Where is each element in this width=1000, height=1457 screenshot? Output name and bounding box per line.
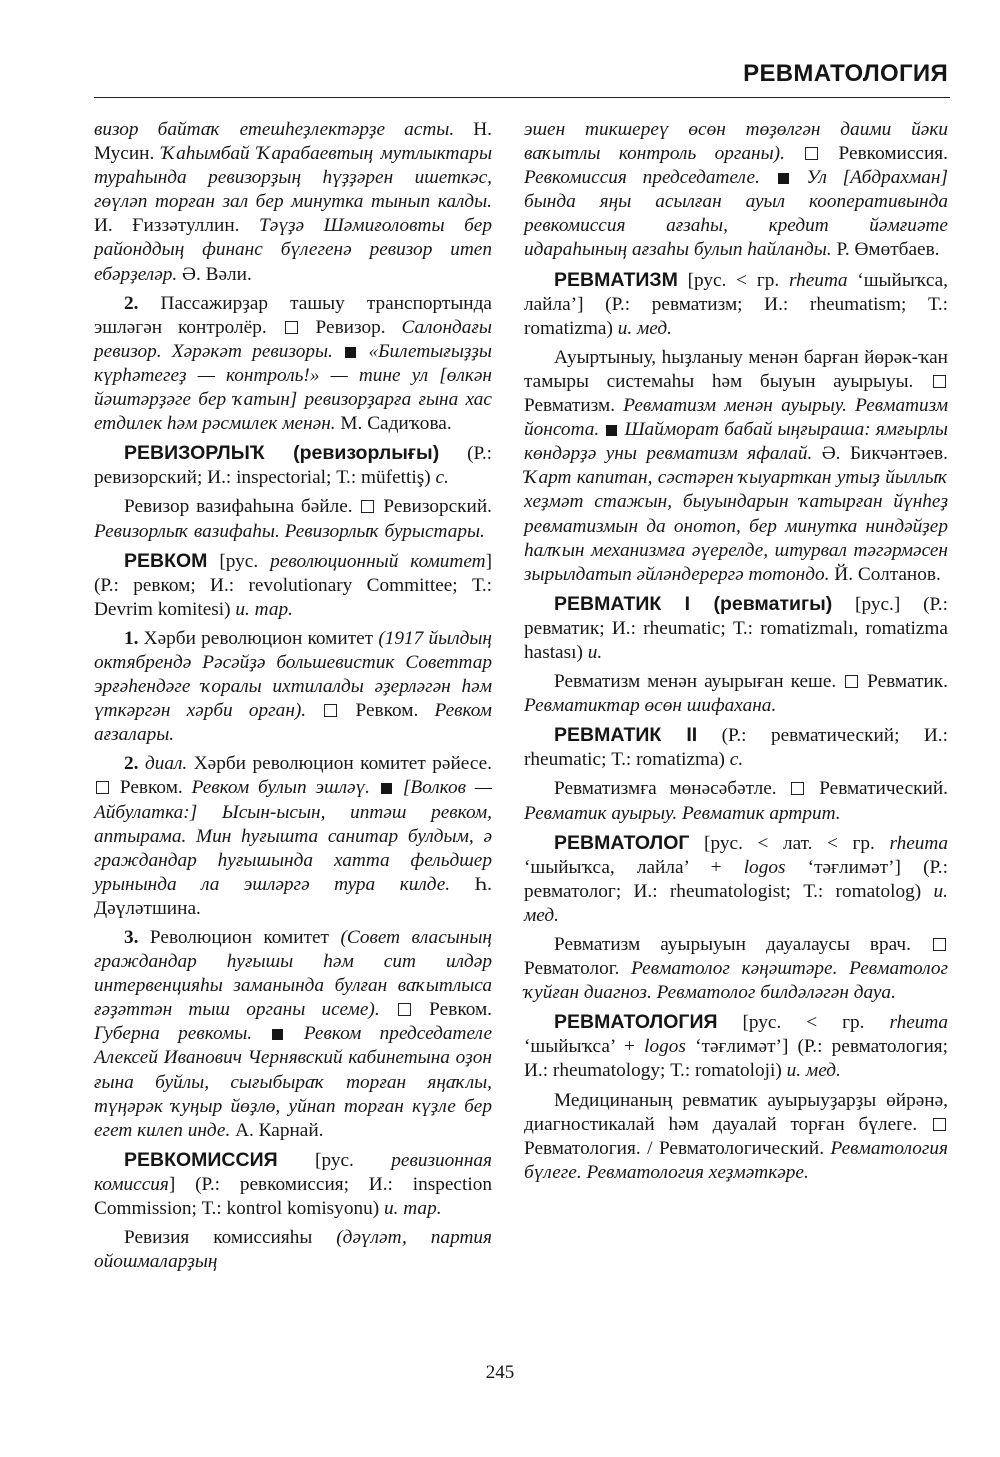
definition: Революцион комитет (138, 927, 341, 948)
definition: Ревматизм ауырыуын дауалаусы врач. (554, 934, 931, 955)
russian-equivalent: Ревкомиссия. (820, 143, 948, 165)
russian-equivalent: Ревком. (412, 999, 492, 1021)
headword: РЕВМАТИК I (554, 592, 691, 615)
sense-2 (94, 752, 492, 921)
etymology: ‘тәғлимәт’] (Р.: ревматология; И.: rheumatology; Т.: romatoloji) (524, 1036, 949, 1082)
headword: РЕВМАТОЛОГИЯ (554, 1011, 718, 1034)
definition: Ревматизмға мөнәсәбәтле. (554, 778, 790, 800)
etymology-source: ревизионная комиссия (94, 1149, 492, 1195)
russian-equivalent: Ревматический. (806, 778, 948, 800)
russian-equivalent: Ревматизм. (524, 395, 624, 417)
definition: Ревматизм менән ауырыған кеше. (554, 671, 844, 693)
usage-examples: Губерна ревкомы. (94, 1023, 253, 1045)
sense-number: 3. (124, 927, 139, 948)
etymology: ‘шыйыҡса, лайла’] (Р.: ревматизм; И.: rheumatism; Т.: romatizma) (524, 269, 948, 339)
etymology-source: революционный комитет (270, 550, 486, 572)
entry-revmatolog (524, 831, 948, 928)
usage-examples: Ревком булып эшләү. (191, 777, 370, 799)
definition: Медицинаның ревматик ауырыуҙарҙы өйрәнә, диагностикалай һәм дауалай торған бүлеге. (524, 1089, 948, 1135)
usage-examples: Ревком ағзалары. (94, 700, 492, 746)
etymology: ] (Р.: ревкомиссия; И.: inspection Commission; Т.: kontrol komisyonu) (94, 1173, 492, 1220)
headword-form: (ревизорлығы) (264, 442, 440, 465)
spacer (599, 419, 604, 440)
spacer (791, 167, 807, 188)
etymology: [рус.] (Р.: ревматик; И.: rheumatic; Т.: romatizmalı, romatizma hastası) (524, 593, 948, 663)
entry-continuation (524, 118, 948, 263)
left-column (94, 118, 492, 1279)
equivalent-box-icon (285, 321, 298, 334)
example-text: визор байтаҡ етешһеҙлектәрҙе асты. (94, 119, 455, 140)
spacer (306, 700, 322, 721)
etymology: [рус. (207, 550, 271, 572)
headword-form: (ревматигы) (690, 592, 833, 615)
part-of-speech: и. мед. (617, 317, 672, 339)
source-author: А. Карнай. (230, 1119, 324, 1141)
spacer (394, 777, 403, 798)
source-author: Ә. Вәли. (177, 263, 252, 285)
russian-equivalent: Ревком. (111, 777, 192, 799)
usage-examples: Ревкомиссия председателе. (524, 167, 760, 189)
russian-equivalent: Ревизорский. (376, 496, 492, 518)
definition-paragraph (524, 777, 948, 825)
etymology: ‘шыйыҡса, лайла’ + (524, 856, 744, 878)
definition: Ревизия комиссияһы (124, 1227, 337, 1249)
quotation-square-icon (381, 783, 392, 794)
usage-examples: Ревматология бүлеге. Ревматология хеҙмәткәре. (524, 1137, 948, 1183)
russian-equivalent: Ревизор. (299, 316, 402, 338)
part-of-speech: с. (435, 467, 449, 489)
sense-3 (94, 926, 492, 1143)
definition-paragraph (524, 1089, 948, 1185)
spacer (333, 341, 343, 362)
entry-revkom (94, 549, 492, 622)
definition-note: (Совет власының граждандар һуғышы һәм сит илдәр интервенцияһы заманында булған ваҡытлыса ғәҙәттән тыш органы исеме). (94, 927, 492, 1021)
definition: Пассажирҙар ташыу транспортында эшләгән контролёр. (94, 292, 492, 338)
equivalent-box-icon (324, 704, 337, 717)
quotation-square-icon (345, 347, 356, 358)
sense-number: 2. (124, 753, 139, 775)
usage-examples: Ревматик ауырыу. Ревматик артрит. (524, 802, 841, 824)
source-author: М. Садиҡова. (335, 413, 452, 435)
definition: Ревизор вазифаһына бәйле. (124, 496, 360, 518)
etymology-source: rheuma (889, 832, 948, 854)
quotation: Шайморат бабай ыңғыраша: ямғырлы көндәрҙә уны ревматизм яфалай. (524, 419, 948, 465)
etymology-source: logos (743, 856, 786, 878)
russian-equivalent: Ревматолог. (524, 958, 632, 980)
etymology: ‘шыйыҡса’ + (524, 1036, 645, 1058)
part-of-speech: и. тар. (383, 1198, 442, 1220)
usage-examples: Ревизорлыҡ вазифаһы. Ревизорлыҡ бурыстары. (94, 520, 485, 542)
equivalent-box-icon (361, 500, 374, 513)
spacer (285, 1023, 303, 1044)
equivalent-box-icon (845, 675, 858, 688)
quotation-square-icon (606, 425, 617, 436)
source-author: Һ. Дәүләтшина. (94, 873, 493, 919)
part-of-speech: и. тар. (235, 598, 293, 620)
quotation: Ревком председателе Алексей Иванович Чернявский кабинетына оҙон ғына буйлы, сығыбыраҡ торған яңаҡлы, түңәрәк ҡуңыр йөҙлө, уйнап торған күҙле бер егет килеп инде. (94, 1023, 492, 1141)
entry-continuation (94, 118, 492, 287)
definition-paragraph (524, 346, 948, 587)
definition-note: (дәүләт, партия ойошмаларҙың (94, 1227, 492, 1273)
entry-revkomissiya (94, 1148, 492, 1221)
etymology-source: rheuma (788, 269, 848, 291)
etymology: [рус. < гр. (677, 269, 789, 291)
headword: РЕВМАТИК II (554, 724, 698, 747)
headword: РЕВИЗОРЛЫҠ (124, 442, 265, 465)
headword: РЕВКОМИССИЯ (124, 1148, 278, 1171)
page-number: 245 (485, 1362, 515, 1383)
entry-revizorlyk (94, 441, 492, 490)
quotation: «Билетығыҙҙы күрһәтегеҙ — контроль!» — тине ул [өлкән йәштәрҙәге бер ҡатын] ревизорҙарға ғына хас етдилек һәм рәсмилек менән. (94, 340, 492, 435)
header-rule (94, 97, 950, 98)
definition-paragraph (524, 933, 948, 1005)
definition-paragraph (94, 1226, 492, 1274)
usage-examples: Ревматолог кәңәштәре. Ревматолог ҡуйған диагноз. Ревматолог билдәләгән дауа. (524, 958, 949, 1004)
definition-paragraph (524, 670, 948, 718)
source-author: Р. Өмөтбаев. (831, 239, 940, 261)
sense-number: 2. (124, 292, 139, 314)
russian-equivalent: Ревматология. / Ревматологический. (524, 1137, 831, 1159)
spacer (760, 167, 776, 188)
running-head: РЕВМАТОЛОГИЯ (743, 60, 948, 87)
spacer (785, 143, 803, 164)
equivalent-box-icon (96, 781, 109, 794)
part-of-speech: и. мед. (786, 1060, 841, 1082)
quotation: Ҡарт капитан, сәстәрен ҡыуарткан утыҙ йыллыҡ хеҙмәт стажын, быуындарын ҡатырған йүнһеҙ ревматизмын да онотоп, бер минутка ниндәйҙер һалҡын механизмға әүерелде, штурвал тәгәрмәсен зырылдатып әйләндерергә тотондо. (524, 467, 948, 585)
part-of-speech: с. (729, 749, 744, 771)
right-column (524, 118, 948, 1190)
etymology: [рус. < гр. (717, 1012, 890, 1034)
headword: РЕВМАТИЗМ (554, 268, 678, 291)
equivalent-box-icon (933, 1118, 946, 1131)
spacer (252, 1023, 270, 1044)
definition-paragraph (94, 495, 492, 543)
etymology: (Р.: ревматический; И.: rheumatic; Т.: romatizma) (524, 725, 948, 771)
quotation-square-icon (272, 1029, 283, 1040)
russian-equivalent: Ревматик. (860, 671, 948, 693)
entry-revmatik-2 (524, 723, 948, 772)
usage-examples: Ревматизм менән ауырыу. Ревматизм йонсота. (524, 395, 948, 441)
spacer (380, 999, 396, 1020)
quotation-square-icon (778, 173, 789, 184)
usage-examples: Ревматиктар өсөн шифахана. (524, 695, 777, 717)
equivalent-box-icon (933, 938, 946, 951)
spacer (358, 341, 368, 362)
etymology: [рус. (277, 1149, 392, 1171)
usage-examples: Салондағы ревизор. Хәрәкәт ревизоры. (94, 316, 492, 362)
part-of-speech: и. (587, 641, 603, 663)
entry-revmatizm (524, 268, 948, 341)
etymology: (Р.: ревизорский; И.: inspectorial; Т.: müfettiş) (94, 443, 492, 489)
quotation: [Волков — Айбулатка:] Ысын-ысын, иптәш ревком, аптырама. Мин һуғышта санитар булдым, ә граждандар һуғышында хатта фельдшер урынында ла эшләргә тура килде. (94, 777, 492, 895)
equivalent-box-icon (805, 147, 818, 160)
headword: РЕВКОМ (124, 549, 208, 572)
sense-2 (94, 292, 492, 437)
equivalent-box-icon (791, 782, 804, 795)
etymology: ‘тәғлимәт’] (Р.: ревматолог; И.: rheumatologist; Т.: romatolog) (524, 856, 948, 902)
part-of-speech: и. мед. (524, 880, 948, 926)
definition-note: эшен тикшереү өсөн төҙөлгән даими йәки ваҡытлы контроль органы). (524, 119, 948, 165)
sense-number: 1. (124, 627, 139, 649)
etymology: [рус. < лат. < гр. (689, 832, 890, 854)
source-author: Й. Солтанов. (829, 563, 941, 585)
equivalent-box-icon (398, 1003, 411, 1016)
etymology-source: logos (644, 1036, 686, 1058)
source-author: Н. Мусин. (94, 119, 492, 165)
entry-revmatologiya (524, 1010, 948, 1083)
definition: Ауыртыныу, һыҙланыу менән барған йөрәк-ҡан тамыры системаһы һәм быуын ауырыуы. (524, 346, 948, 392)
headword: РЕВМАТОЛОГ (554, 831, 690, 854)
example-text: Тәүҙә Шәмиғоловты бер районддың финанс бүлегенә ревизор итеп ебәрҙеләр. (94, 215, 492, 285)
etymology-source: rheuma (889, 1012, 948, 1034)
usage-label: диал. (144, 753, 188, 775)
sense-1 (94, 627, 492, 747)
source-author: Ә. Бикчәнтәев. (812, 443, 948, 465)
spacer (370, 777, 379, 798)
equivalent-box-icon (933, 375, 946, 388)
definition-note: (1917 йылдың октябрендә Рәсәйҙә большевистик Советтар эрғәһендәге ҡоралы ихтилалды әҙерләгән һәм үткәргән хәрби орган). (94, 627, 492, 722)
definition: Хәрби революцион комитет (138, 627, 379, 649)
quotation: Ул [Абдрахман] бында яңы асылған ауыл кооперативында ревкомиссия ағзаһы, кредит йәмғиәте идараһының ағзаһы булып һайланды. (524, 167, 948, 261)
entry-revmatik-1 (524, 592, 948, 665)
example-text: Ҡаһымбай Ҡарабаевтың мутлыктары тураһында ревизорҙың һүҙҙәрен ишеткәс, гөүләп торған зал бер минутка тынып калды. (94, 143, 493, 213)
definition: Хәрби революцион комитет рәйесе. (187, 753, 493, 775)
etymology: ] (Р.: ревком; И.: revolutionary Committee; Т.: Devrim komitesi) (94, 550, 492, 620)
source-author: И. Ғиззәтуллин. (94, 215, 260, 237)
russian-equivalent: Ревком. (339, 700, 435, 722)
